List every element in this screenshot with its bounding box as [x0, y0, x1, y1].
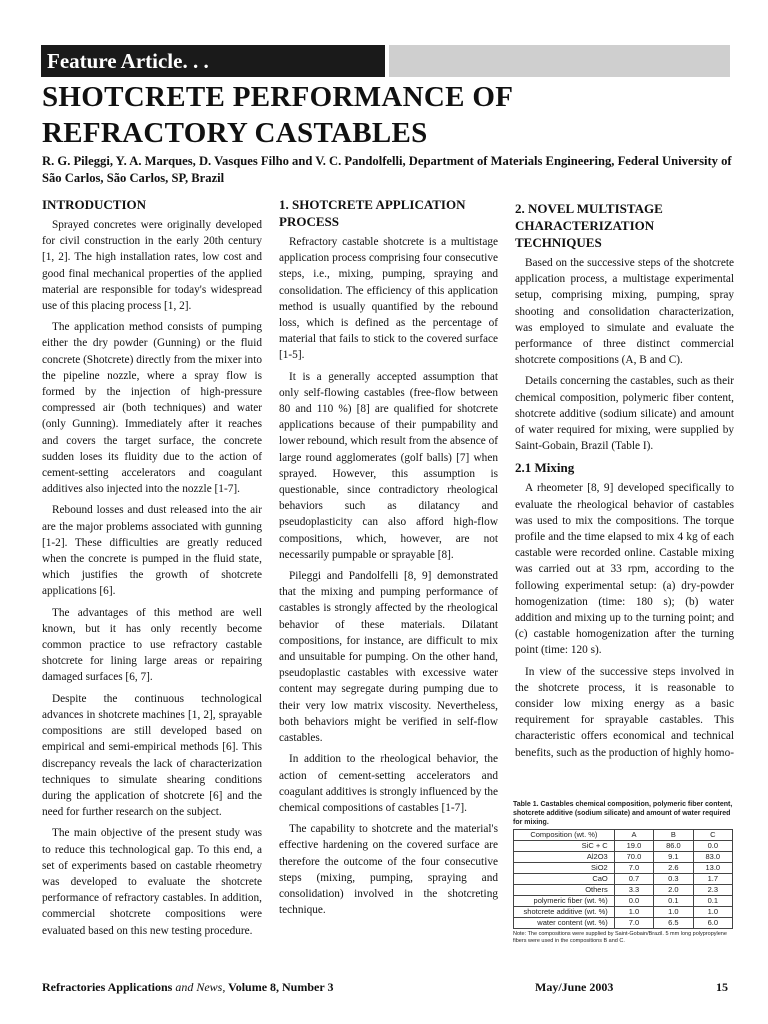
section-heading-characterization: 2. NOVEL MULTISTAGE CHARACTERIZATION TECHNIQUES [515, 201, 663, 250]
table-row [514, 918, 733, 929]
table-cell: 1.7 [693, 874, 732, 885]
section-heading-shotcrete-process: 1. SHOTCRETE APPLICATION PROCESS [279, 197, 466, 229]
column-2 [279, 196, 498, 923]
authors-affiliation: R. G. Pileggi, Y. A. Marques, D. Vasques Filho and V. C. Pandolfelli, Department of Materials Engineering, Federal University of São Carlos, São Carlos, SP, Brazil [42, 154, 732, 185]
table-row [514, 885, 733, 896]
table-cell: 0.1 [693, 896, 732, 907]
paragraph: It is a generally accepted assumption that only self-flowing castables (free-flow between 80 and 110 %) [8] are qualified for shotcrete applications because of their pumpability and lower rebound, which result from the absence of large round agglomerates (golf balls) [7] when sprayed. However, this assumption is questionable, since contradictory rheological behaviors such as dilatancy and pseudoplasticity can also afford high-flow compositions, which, however, are not necessarily pumpable or sprayable [8]. [279, 370, 498, 561]
table-cell: 13.0 [693, 863, 732, 874]
table-cell: SiC + C [514, 841, 615, 852]
title-line-2: REFRACTORY CASTABLES [42, 117, 428, 149]
table-row [514, 874, 733, 885]
paragraph: Based on the successive steps of the shotcrete application process, a multistage experimental setup, comprising mixing, pumping, spray shooting and consolidation characterization, was employed to simulate and evaluate the performance of three distinct commercial shotcrete compositions (A, B and C). [515, 257, 734, 367]
table-cell: 7.0 [614, 863, 653, 874]
table-cell: Al2O3 [514, 852, 615, 863]
table-cell: 1.0 [693, 907, 732, 918]
journal-name-italic: and News, [175, 980, 226, 994]
table-cell: polymeric fiber (wt. %) [514, 896, 615, 907]
paragraph: A rheometer [8, 9] developed specifically to evaluate the rheological behavior of castables was used to mix the compositions. The torque profile and the time elapsed to mix 4 kg of each castable were recorded online. Castable mixing was carried out at 33 rpm, according to the following experimental setup: (a) dry-powder homogenization (time: 180 s); (b) water addition and mixing up to the turning point; and (c) castable homogenization after the turning point (time: 120 s). [515, 482, 734, 657]
banner-gray-bar [389, 45, 730, 77]
table-caption: Table 1. Castables chemical composition, polymeric fiber content, shotcrete additive (sodium silicate) and amount of water required for mixing. [513, 801, 733, 826]
table-header-cell: C [693, 830, 732, 841]
feature-article-banner: Feature Article. . . [41, 45, 385, 77]
table-header-cell: A [614, 830, 653, 841]
table-cell: 7.0 [614, 918, 653, 929]
table-cell: 2.0 [654, 885, 693, 896]
paragraph: Pileggi and Pandolfelli [8, 9] demonstrated that the mixing and pumping performance of castables is strongly affected by the rheological behavior of these materials. Dilatant compositions, for instance, are difficult to mix and unsuitable for pumping. On the other hand, pseudoplastic castables with excessive water content may segregate during pumping due to their very low matrix viscosity. Nevertheless, both behaviors might be verified in self-flow castables. [279, 570, 498, 745]
paragraph: In addition to the rheological behavior, the action of cement-setting accelerators and coagulant additives is strongly influenced by the chemical compositions of castables [1-7]. [279, 753, 498, 814]
column-1 [42, 196, 262, 944]
article-title [42, 79, 732, 151]
volume-number: Volume 8, Number 3 [228, 980, 334, 994]
subsection-heading-mixing: 2.1 Mixing [515, 460, 575, 476]
table-cell: shotcrete additive (wt. %) [514, 907, 615, 918]
paragraph: Despite the continuous technological advances in shotcrete machines [1, 2], sprayable compositions are still developed based on empirical and semi-empirical methods [6]. This discrepancy reveals the lack of characterization techniques to simulate shearing conditions during the application of shotcrete [6] and the need for further research on the subject. [42, 692, 262, 819]
table-cell: 6.5 [654, 918, 693, 929]
column-3 [515, 196, 734, 766]
paragraph: The application method consists of pumping either the dry powder (Gunning) or the fluid concrete (Shotcrete) directly from the mixer into the pipeline nozzle, where a spray flow is formed by the injection of high-pressure compressed air (both techniques) and water (only Gunning). Immediately after it reaches and covers the target surface, the concrete sudden loses its fluidity due to the action of cement-setting accelerators and coagulant additives also injected into the nozzle [1-7]. [42, 321, 262, 496]
table-cell: 83.0 [693, 852, 732, 863]
paragraph: The capability to shotcrete and the material's effective hardening on the covered surface are therefore the outcome of the four consecutive steps (mixing, pumping, spraying and consolidation) involved in the shotcreting technique. [279, 823, 498, 917]
table-cell: SiO2 [514, 863, 615, 874]
table-cell: 0.1 [654, 896, 693, 907]
table-cell: 2.6 [654, 863, 693, 874]
page-footer [42, 980, 732, 998]
page-number: 15 [716, 980, 728, 994]
table-cell: 1.0 [614, 907, 653, 918]
table-row [514, 863, 733, 874]
footer-journal [42, 980, 333, 995]
paragraph: Details concerning the castables, such as their chemical composition, polymeric fiber content, shotcrete additive (sodium silicate) and amount of water required for mixing, were supplied by Saint-Gobain, Brazil (Table I). [515, 375, 734, 453]
table-cell: CaO [514, 874, 615, 885]
paragraph: The advantages of this method are well known, but it has only recently become common practice to use refractory castable shotcrete for lining large areas or repairing damaged surfaces [6, 7]. [42, 606, 262, 684]
table-note: Note: The compositions were supplied by Saint-Gobain/Brazil. 5 mm long polypropylene fibers were used in the compositions B and C. [513, 931, 727, 944]
title-line-1: SHOTCRETE PERFORMANCE OF [42, 81, 514, 113]
table-cell: 0.0 [693, 841, 732, 852]
table-cell: 0.3 [654, 874, 693, 885]
table-header-cell: B [654, 830, 693, 841]
table-cell: 0.7 [614, 874, 653, 885]
composition-table-block [513, 800, 733, 945]
table-header-cell: Composition (wt. %) [514, 830, 615, 841]
table-cell: 1.0 [654, 907, 693, 918]
table-cell: 0.0 [614, 896, 653, 907]
table-row [514, 896, 733, 907]
table-cell: 86.0 [654, 841, 693, 852]
paragraph: Rebound losses and dust released into the air are the major problems associated with gunning [1-2]. These difficulties are greatly reduced when the concrete is pumped in the fluid state, which justifies the growth of shotcrete applications [6]. [42, 504, 262, 598]
table-row [514, 907, 733, 918]
paragraph: In view of the successive steps involved in the shotcrete process, it is reasonable to consider low mixing energy as a basic requirement for sprayable castables. This characteristic offers economical and technical benefits, such as the production of highly homo- [515, 665, 734, 759]
paragraph: The main objective of the present study was to reduce this technological gap. To this end, a set of experiments based on castable rheometry was developed to evaluate the shotcrete performance of refractory castables. In addition, commercial shotcrete compositions were evaluated based on this new testing procedure. [42, 827, 262, 937]
issue-date: May/June 2003 [535, 980, 614, 994]
journal-name: Refractories Applications [42, 980, 173, 994]
table-cell: 3.3 [614, 885, 653, 896]
table-cell: 9.1 [654, 852, 693, 863]
table-cell: 6.0 [693, 918, 732, 929]
table-cell: water content (wt. %) [514, 918, 615, 929]
table-row [514, 841, 733, 852]
table-row [514, 852, 733, 863]
table-cell: 19.0 [614, 841, 653, 852]
composition-table [513, 829, 733, 929]
section-heading-introduction: INTRODUCTION [42, 197, 147, 212]
table-cell: 2.3 [693, 885, 732, 896]
paragraph: Sprayed concretes were originally developed for civil construction in the early 20th century [1, 2]. The high installation rates, low cost and good final mechanical properties of the applied material are responsible for today's widespread use of this placing process [1, 2]. [42, 219, 262, 313]
table-cell: 70.0 [614, 852, 653, 863]
table-cell: Others [514, 885, 615, 896]
paragraph: Refractory castable shotcrete is a multistage application process comprising four consecutive steps, i.e., mixing, pumping, spraying and consolidation. The efficiency of this application method is usually quantified by the rebound loss, which is defined as the percentage of material that fails to stick to the covered surface [1-5]. [279, 236, 498, 362]
table-header-row [514, 830, 733, 841]
